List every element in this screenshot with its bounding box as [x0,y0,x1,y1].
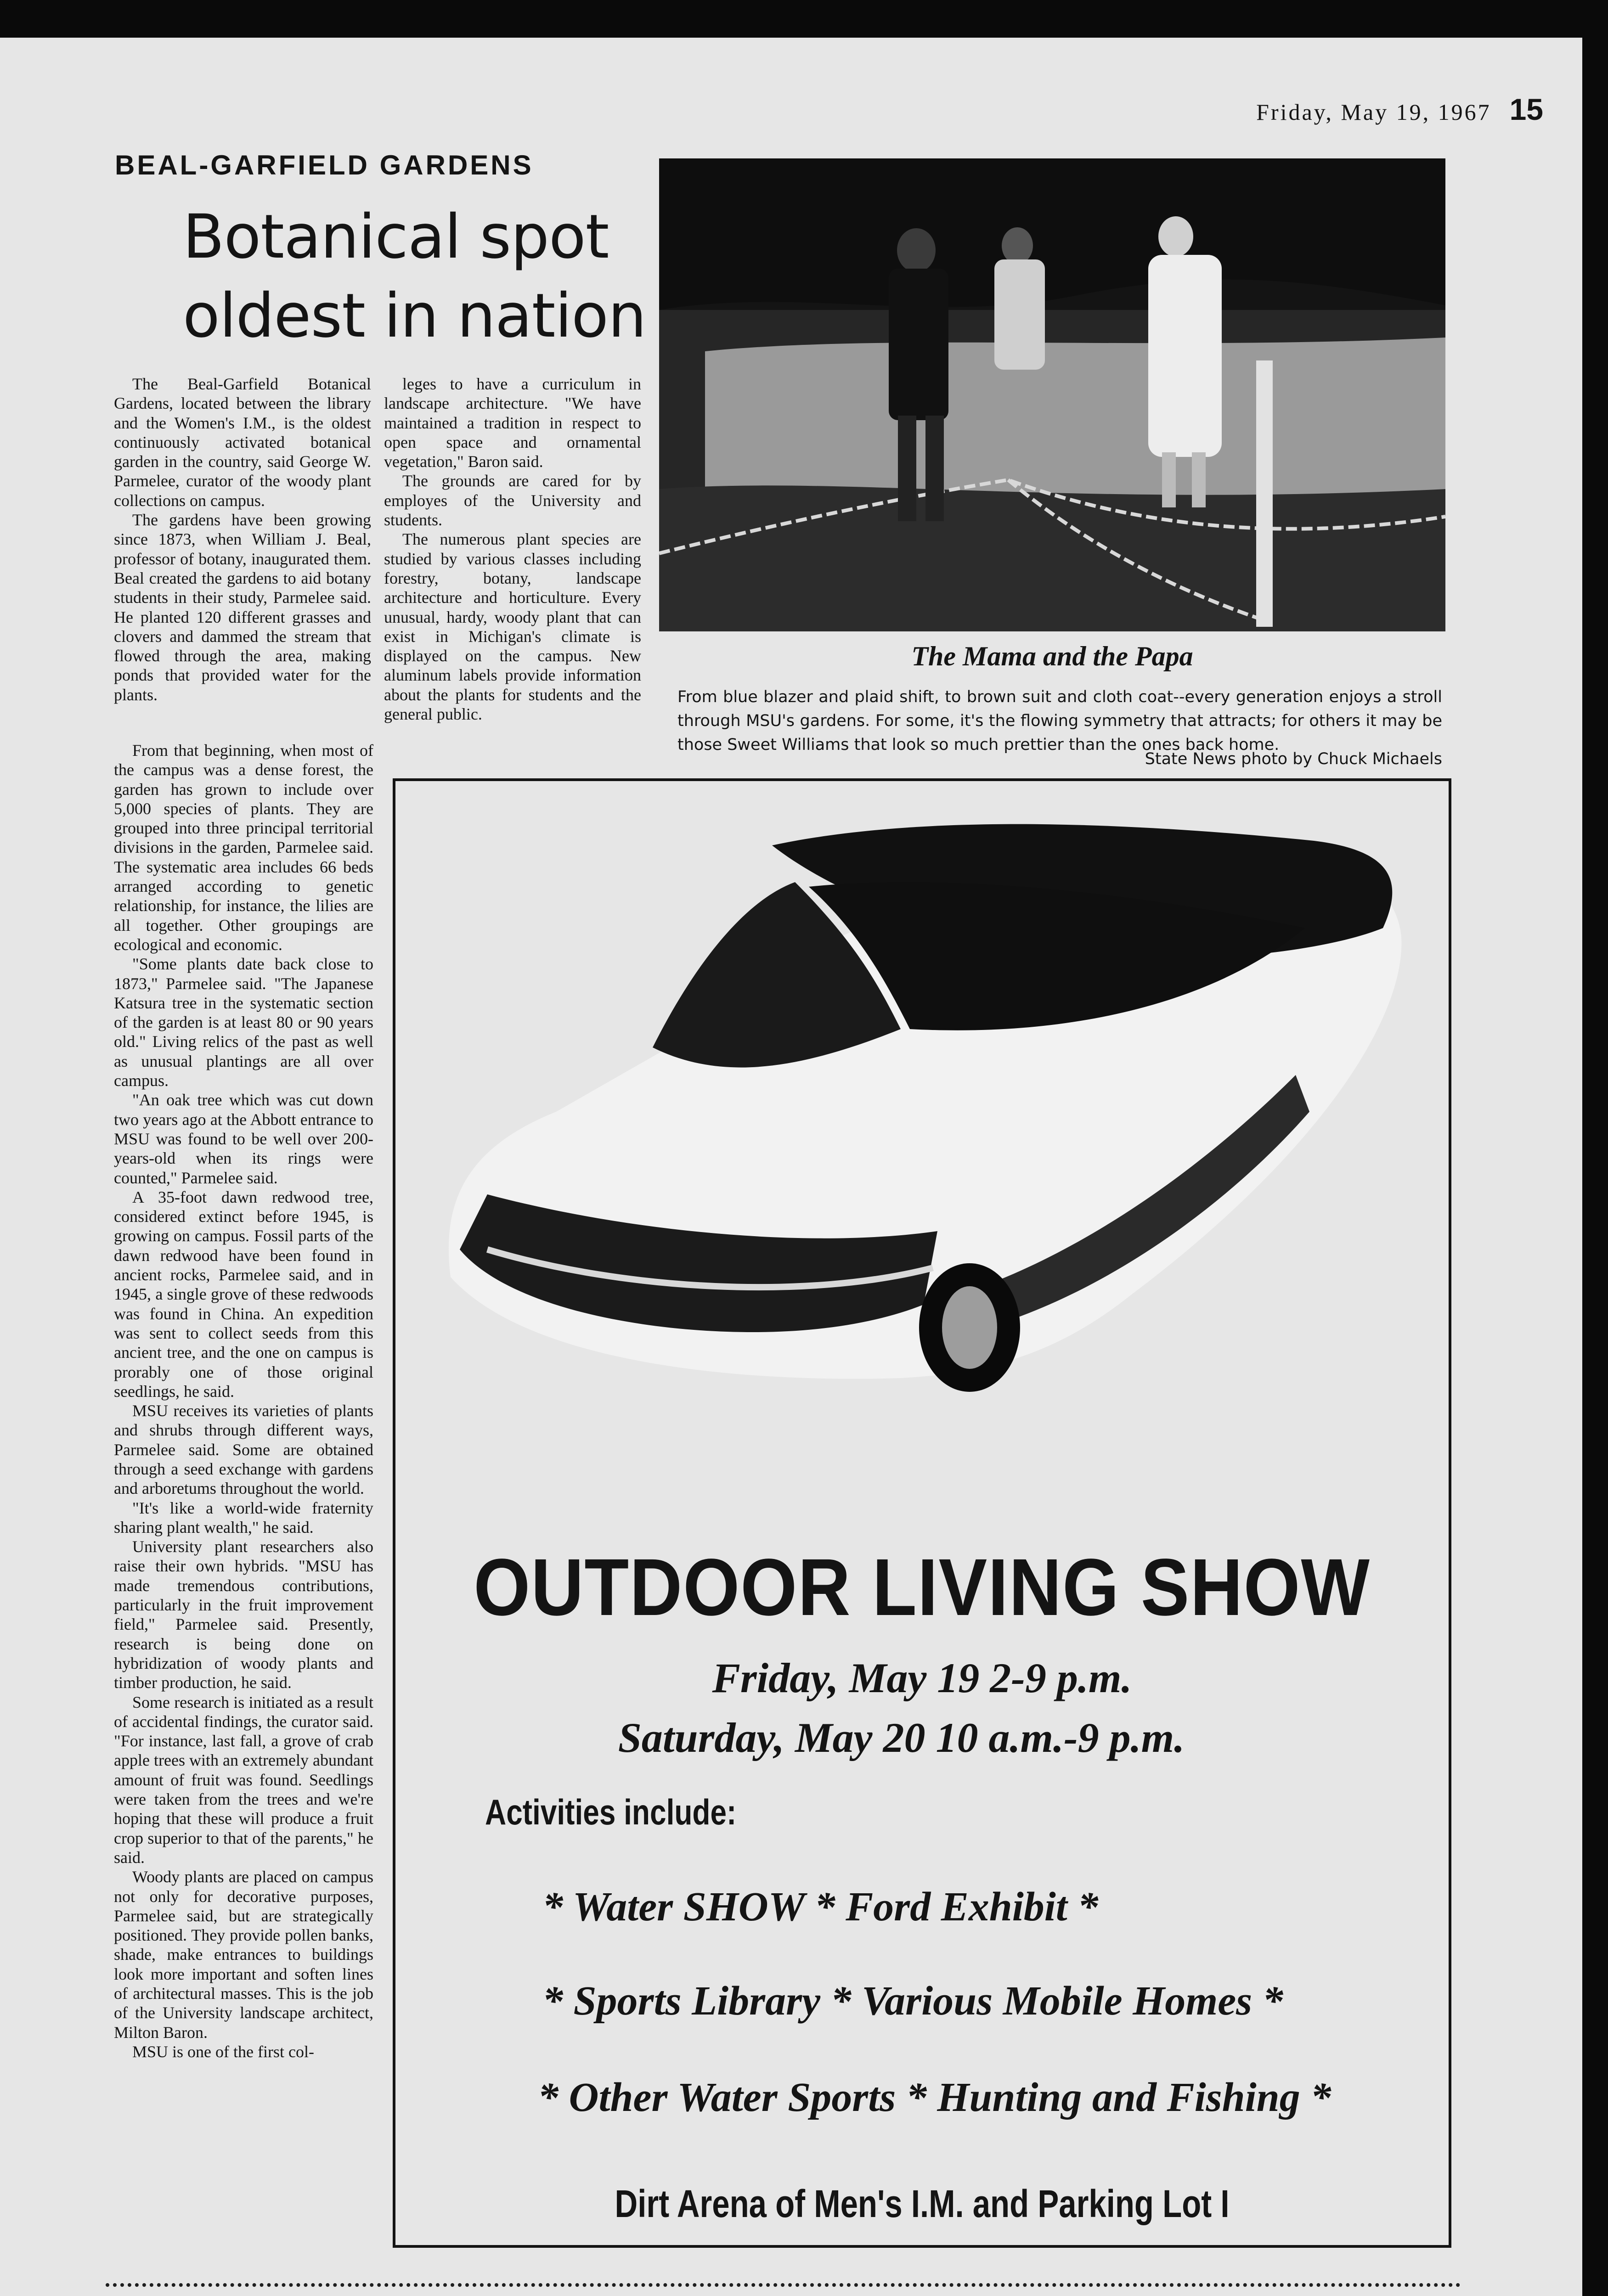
article-paragraph: From that beginning, when most of the campus was a dense forest, the garden has grown to include over 5,000 species of plants. They are grouped into three principal territorial divisions in the garden, Parmelee said. The systematic area includes 66 beds arranged according to genetic relationship, for instance, the lilies are all together. Other groupings are ecological and economic. [114,741,373,954]
article-paragraph: "Some plants date back close to 1873," Parmelee said. "The Japanese Katsura tree in the systematic section of the garden is at least 80 or 90 years old." Living relics of the past as well as unusual plantings are all over campus. [114,955,373,1090]
article-paragraph: The grounds are cared for by employes of the University and students. [384,472,641,529]
issue-date: Friday, May 19, 1967 [1256,99,1491,125]
ad-activity-row: * Water SHOW * Ford Exhibit * [542,1884,1099,1930]
article-kicker: BEAL-GARFIELD GARDENS [115,150,534,180]
article-paragraph: Some research is initiated as a result of accidental findings, the curator said. "For instance, last fall, a grove of crab apple trees with an extremely abundant amount of fruit was found. Seedlings were taken from the trees and we're hoping that these will produce a fruit crop superior to that of the parents," he said. [114,1693,373,1867]
garden-photo-graphic [659,158,1445,631]
article-paragraph: A 35-foot dawn redwood tree, considered extinct before 1945, is growing on campus. Fossil parts of the dawn redwood have been found in ancient rocks, Parmelee said, and in 1945, a single grove of these redwoods was found in China. An expedition was sent to collect seeds from this ancient tree, and the one on campus is prorably one of those original seedlings, he said. [114,1187,373,1401]
article-paragraph: MSU receives its varieties of plants and shrubs through different ways, Parmelee said. Some are obtained through a seed exchange with gardens and arboretums throughout the world. [114,1401,373,1498]
concept-car-image [395,790,1449,1396]
headline-line-2: oldest in nation [183,281,646,351]
article-column-1-top [114,374,371,704]
article-column-2 [384,374,641,724]
page-number: 15 [1509,92,1543,126]
ad-date-saturday: Saturday, May 20 10 a.m.-9 p.m. [618,1714,1185,1761]
article-paragraph: The Beal-Garfield Botanical Gardens, located between the library and the Women's I.M., is the oldest continuously activated botanical garden in the country, said George W. Parmelee, curator of the woody plant collections on campus. [114,375,371,510]
article-paragraph: leges to have a curriculum in landscape architecture. "We have maintained a tradition in respect to open space and ornamental vegetation," Baron said. [384,375,641,471]
photo-credit: State News photo by Chuck Michaels [1145,750,1442,768]
ad-activity-row: * Other Water Sports * Hunting and Fishing * [538,2075,1332,2120]
scan-border [1582,38,1608,2296]
article-paragraph: "An oak tree which was cut down two years ago at the Abbott entrance to MSU was found to be well over 200-years-old when its rings were counted," Parmelee said. [114,1091,373,1187]
ad-date-friday: Friday, May 19 2-9 p.m. [712,1654,1132,1701]
headline-line-1: Botanical spot [183,202,609,272]
article-paragraph: The numerous plant species are studied by various classes including forestry, botany, landscape architecture and horticulture. Every unusual, hardy, woody plant that can exist in Michigan's climate is displayed on the campus. New aluminum labels provide information about the plants for students and the general public. [384,530,641,724]
photo-caption: From blue blazer and plaid shift, to brown suit and cloth coat--every generation enjoys a stroll through MSU's gardens. For some, it's the flowing symmetry that attracts; for others it may be those Sweet Williams that look so much prettier than the ones back home. [677,688,1442,754]
photo-caption-title: The Mama and the Papa [911,641,1193,671]
page-header [1139,92,1543,127]
article-paragraph: "It's like a world-wide fraternity sharing plant wealth," he said. [114,1498,373,1536]
article-paragraph: University plant researchers also raise their own hybrids. "MSU has made tremendous contributions, particularly in the fruit improvement field," Parmelee said. Presently, research is being done on hybridization of woody plants and timber production, he said. [114,1537,373,1692]
article-headline [183,197,670,355]
ad-title: OUTDOOR LIVING SHOW [474,1542,1371,1632]
ad-location: Dirt Arena of Men's I.M. and Parking Lot I [615,2182,1230,2225]
article-column-1-bottom [114,741,373,2061]
article-paragraph: MSU is one of the first col- [132,2042,314,2061]
article-paragraph: The gardens have been growing since 1873, when William J. Beal, professor of botany, inaugurated them. Beal created the gardens to aid botany students in their study, Parmelee said. He planted 120 different grasses and clovers and dammed the stream that flowed through the area, making ponds that provided water for the plants. [114,511,371,704]
ad-activities-label: Activities include: [485,1792,737,1832]
page-bottom-rule [106,2283,1461,2287]
advertisement [393,778,1451,2248]
ad-activity-row: * Sports Library * Various Mobile Homes * [542,1978,1283,2024]
garden-photo [659,158,1445,631]
article-paragraph: Woody plants are placed on campus not only for decorative purposes, Parmelee said, but are strategically positioned. They provide pollen banks, shade, make entrances to buildings look more important and soften lines of architectural masses. This is the job of the University landscape architect, Milton Baron. [114,1868,373,2042]
